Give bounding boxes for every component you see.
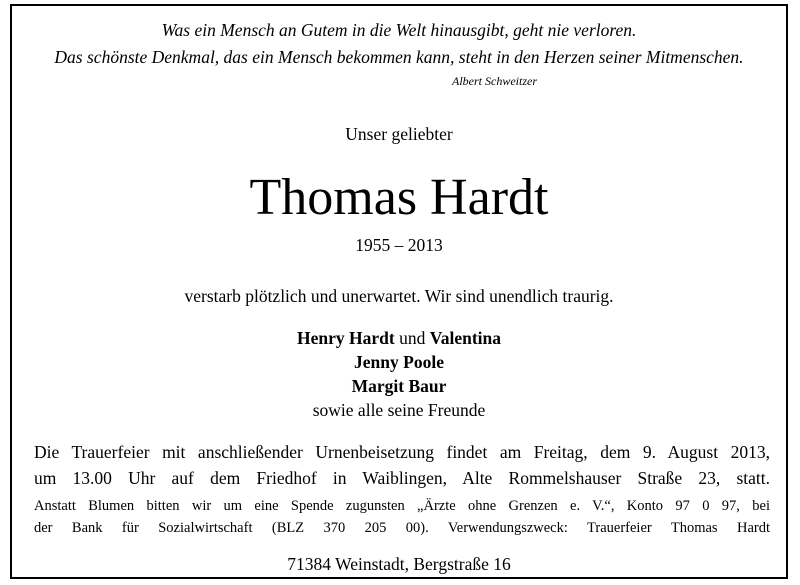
mourner-line-4: sowie alle seine Freunde: [312, 400, 486, 420]
mourner-name-valentina: Valentina: [429, 328, 502, 348]
quote-line-2: Das schönste Denkmal, das ein Mensch bekommen kann, steht in den Herzen seiner Mitmenschen.: [54, 47, 744, 67]
quote-line-1: Was ein Mensch an Gutem in die Welt hinausgibt, geht nie verloren.: [161, 20, 637, 40]
ceremony-line-2: um 13.00 Uhr auf dem Friedhof in Waiblingen, Alte Rommelshauser Straße 23, statt.: [34, 468, 770, 488]
mourner-name-margit: Margit Baur: [351, 376, 447, 396]
donation-line-2: der Bank für Sozialwirtschaft (BLZ 370 205 00). Verwendungszweck: Trauerfeier Thomas Hardt: [34, 520, 770, 536]
life-years: 1955 – 2013: [355, 235, 443, 255]
family-address: 71384 Weinstadt, Bergstraße 16: [287, 554, 511, 574]
mourner-line-3: [12, 376, 786, 397]
mourner-name-henry: Henry Hardt: [296, 328, 395, 348]
donation-line-1: Anstatt Blumen bitten wir um eine Spende zugunsten „Ärzte ohne Grenzen e. V.“, Konto 97 0 97, bei: [34, 498, 770, 514]
mourner-name-jenny: Jenny Poole: [354, 352, 444, 372]
mourner-line-1: [12, 328, 786, 349]
quote-author: Albert Schweitzer: [452, 74, 537, 88]
mourner-line-2: [12, 352, 786, 373]
condolence-message: verstarb plötzlich und unerwartet. Wir sind unendlich traurig.: [184, 286, 614, 306]
intro-text: Unser geliebter: [345, 124, 453, 144]
deceased-name: Thomas Hardt: [249, 169, 549, 226]
obituary-notice: [10, 4, 788, 579]
mourner-conjunction: und: [394, 328, 430, 348]
ceremony-line-1: Die Trauerfeier mit anschließender Urnenbeisetzung findet am Freitag, dem 9. August 2013,: [34, 442, 770, 462]
